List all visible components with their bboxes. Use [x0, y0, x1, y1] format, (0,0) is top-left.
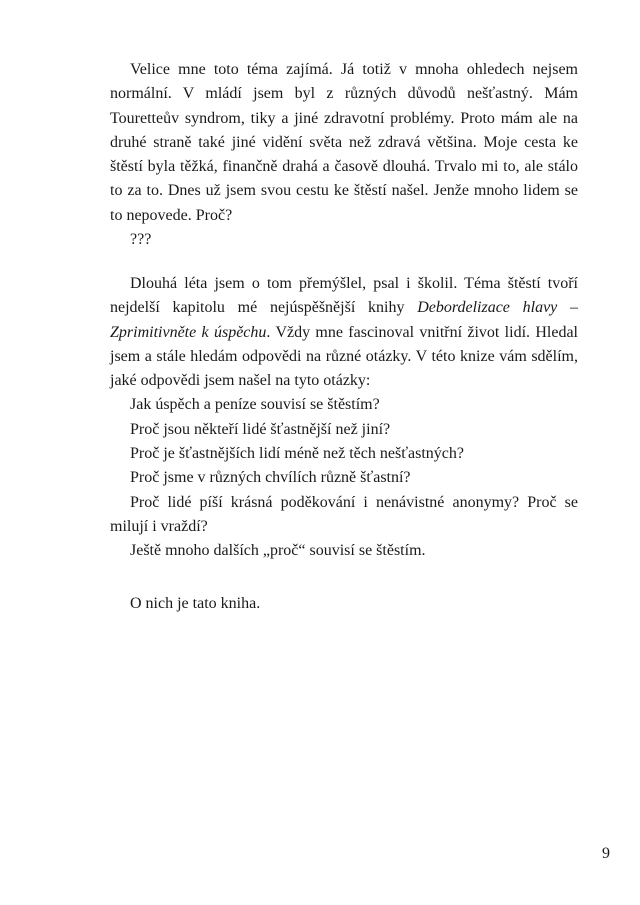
question-item: Proč lidé píší krásná poděkování i nenávistné anonymy? Proč se milují i vraždí?: [110, 493, 578, 535]
intro-paragraph: Velice mne toto téma zajímá. Já totiž v mnoha ohledech nejsem normální. V mládí jsem byl z různých důvodů nešťastný. Mám Tourettеův syndrom, tiky a jiné zdravotní problémy. Proto mám ale na druhé straně také jiné vidění světa než zdravá většina. Moje cesta ke štěstí byla těžká, finančně drahá a časově dlouhá. Trvalo mi to, ale stálo to za to. Dnes už jsem svou cestu ke štěstí našel. Jenže mnoho lidem se to nepovede. Proč?: [110, 61, 578, 224]
page-number: 9: [602, 845, 610, 862]
book-title: Debordelizace hlavy – Zprimitivněte k úspěchu: [110, 299, 579, 341]
intro-section: [110, 58, 578, 252]
closing-section: [110, 592, 578, 616]
question-item: Ještě mnoho dalších „proč“ souvisí se štěstím.: [130, 542, 426, 560]
question-marks: ???: [130, 231, 152, 249]
main-paragraph-end: . Vždy mne fascinoval vnitřní život lidí. Hledal jsem a stále hledám odpovědi na různé otázky. V této knize vám sdělím, jaké odpovědi jsem našel na tyto otázky:: [110, 323, 578, 390]
question-item: Proč jsou někteří lidé šťastnější než jiní?: [130, 420, 391, 438]
main-paragraph: [110, 272, 578, 393]
main-section: [110, 272, 578, 564]
question-item: Proč jsme v různých chvílích různě šťastní?: [130, 469, 411, 487]
question-item: Proč je šťastnějších lidí méně než těch nešťastných?: [130, 445, 465, 463]
question-item: Jak úspěch a peníze souvisí se štěstím?: [130, 396, 380, 414]
closing-line: O nich je tato kniha.: [130, 595, 261, 612]
main-paragraph-start: Dlouhá léta jsem o tom přemýšlel, psal i školil. Téma štěstí tvoří nejdelší kapitolu mé nejúspěšnější knihy: [110, 275, 578, 317]
